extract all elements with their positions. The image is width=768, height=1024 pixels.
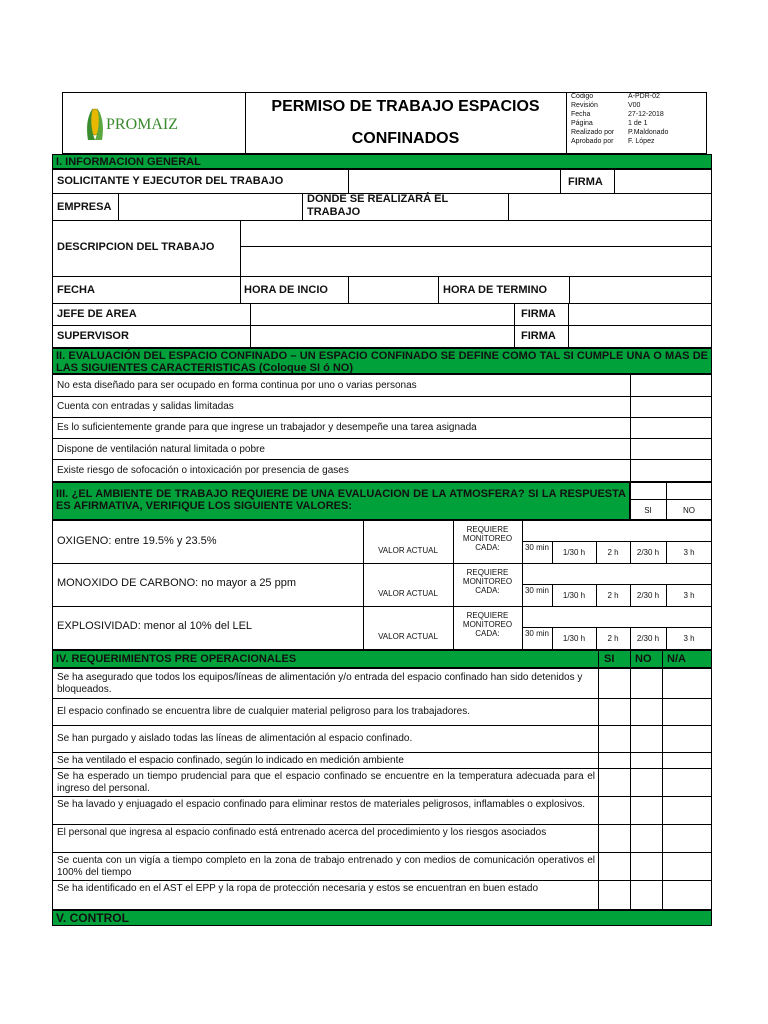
- solicitante-field[interactable]: [349, 170, 559, 192]
- hora-termino-field[interactable]: [570, 277, 711, 302]
- interval-30min: 30 min: [524, 586, 549, 595]
- hora-inicio-label: HORA DE INCIO: [244, 284, 328, 296]
- section4-si-header: SI: [604, 653, 615, 665]
- requiere-label: REQUIERE MONITOREO CADA:: [462, 525, 513, 552]
- interval-3h: 3 h: [683, 591, 695, 600]
- interval-1-30h: 1/30 h: [562, 634, 586, 643]
- valor-actual-label: VALOR ACTUAL: [378, 589, 438, 598]
- section2-answer-3[interactable]: [631, 418, 711, 438]
- requiere-label: REQUIERE MONITOREO CADA:: [462, 611, 513, 638]
- valor-actual-label: VALOR ACTUAL: [378, 632, 438, 641]
- section2-answer-4[interactable]: [631, 439, 711, 459]
- section4-item: El personal que ingresa al espacio confinado está entrenado acerca del procedimiento y los riesgos asociados: [57, 827, 547, 838]
- interval-2-30h: 2/30 h: [636, 634, 660, 643]
- meta-values: A-PDR-02 V00 27-12-2018 1 de 1 P.Maldonado F. López: [628, 93, 669, 145]
- corn-logo-icon: [84, 104, 106, 144]
- no-header: NO: [683, 506, 695, 515]
- interval-1-30h: 1/30 h: [562, 591, 586, 600]
- interval-30min: 30 min: [524, 543, 549, 552]
- firma-label-3: FIRMA: [521, 330, 556, 342]
- interval-1-30h: 1/30 h: [562, 548, 586, 557]
- gas-oxigeno: OXIGENO: entre 19.5% y 23.5%: [57, 535, 217, 547]
- interval-2h: 2 h: [607, 548, 619, 557]
- interval-3h: 3 h: [683, 634, 695, 643]
- section3-title: III. ¿EL AMBIENTE DE TRABAJO REQUIERE DE UNA EVALUACION DE LA ATMOSFERA? SI LA RESPUESTA ES AFIRMATIVA, VERIFIQUE LOS SIGUIENTE VALORES:: [52, 482, 630, 520]
- section2-item: Es lo suficientemente grande para que ingrese un trabajador y desempeñe una tarea asignada: [57, 422, 477, 433]
- section4-item: Se ha asegurado que todos los equipos/líneas de alimentación y/o entrada del espacio confinado han sido detenidos y bloqueados.: [57, 672, 583, 695]
- fecha-label: FECHA: [57, 284, 95, 296]
- title-line1: PERMISO DE TRABAJO ESPACIOS: [271, 98, 540, 115]
- section1-title: I. INFORMACION GENERAL: [52, 154, 712, 169]
- interval-2-30h: 2/30 h: [636, 548, 660, 557]
- firma-field-2[interactable]: [569, 304, 711, 324]
- meta-labels: Código Revisión Fecha Página Realizado por Aprobado por: [571, 93, 615, 145]
- section4-item: Se cuenta con un vigía a tiempo completo en la zona de trabajo entrenado y con medios de comunicación operativos el 100% del tiempo: [57, 855, 595, 878]
- section4-item: Se ha lavado y enjuagado el espacio confinado para eliminar restos de materiales peligrosos, inflamables o explosivos.: [57, 799, 586, 810]
- section2-item: Existe riesgo de sofocación o intoxicación por presencia de gases: [57, 465, 349, 476]
- section2-answer-5[interactable]: [631, 460, 711, 481]
- empresa-label: EMPRESA: [57, 201, 112, 213]
- section2-item: No esta diseñado para ser ocupado en forma continua por uno o varias personas: [57, 380, 417, 391]
- firma-label-1: FIRMA: [568, 176, 603, 188]
- firma-label-2: FIRMA: [521, 308, 556, 320]
- section4-title: IV. REQUERIMIENTOS PRE OPERACIONALES: [52, 650, 712, 668]
- section2-answer-1[interactable]: [631, 375, 711, 396]
- jefe-area-field[interactable]: [251, 304, 513, 324]
- section5-title: V. CONTROL: [52, 910, 712, 926]
- descripcion-label: DESCRIPCION DEL TRABAJO: [57, 241, 215, 253]
- solicitante-label: SOLICITANTE Y EJECUTOR DEL TRABAJO: [57, 175, 284, 187]
- supervisor-field[interactable]: [251, 326, 513, 347]
- interval-3h: 3 h: [683, 548, 695, 557]
- section4-item: Se ha identificado en el AST el EPP y la ropa de protección necesaria y estos se encuentran en buen estado: [57, 883, 539, 894]
- jefe-area-label: JEFE DE AREA: [57, 308, 137, 320]
- fecha-field[interactable]: [119, 277, 239, 302]
- interval-2-30h: 2/30 h: [636, 591, 660, 600]
- hora-termino-label: HORA DE TERMINO: [443, 284, 548, 296]
- valor-actual-label: VALOR ACTUAL: [378, 546, 438, 555]
- section2-item: Cuenta con entradas y salidas limitadas: [57, 401, 234, 412]
- descripcion-field[interactable]: [241, 221, 711, 275]
- valor-actual-oxigeno[interactable]: [364, 521, 452, 541]
- firma-field-1[interactable]: [615, 170, 711, 192]
- firma-field-3[interactable]: [569, 326, 711, 347]
- section4-item: Se han purgado y aislado todas las líneas de alimentación al espacio confinado.: [57, 733, 413, 744]
- section2-title: II. EVALUACIÓN DEL ESPACIO CONFINADO – UN ESPACIO CONFINADO SE DEFINE COMO TAL SI CUMPLE UNA O MAS DE LAS SIGUIENTES CARACTERISTICAS (Coloque SI ó NO): [52, 348, 712, 374]
- donde-field[interactable]: [509, 194, 711, 219]
- section4-item: Se ha ventilado el espacio confinado, según lo indicado en medición ambiente: [57, 755, 404, 766]
- section4-na-header: N/A: [667, 653, 686, 665]
- section4-item: El espacio confinado se encuentra libre de cualquier material peligroso para los trabajadores.: [57, 706, 471, 717]
- logo-text: PROMAIZ: [106, 116, 179, 133]
- interval-30min: 30 min: [524, 629, 549, 638]
- hora-inicio-field[interactable]: [349, 277, 437, 302]
- gas-monoxido: MONOXIDO DE CARBONO: no mayor a 25 ppm: [57, 577, 297, 589]
- requiere-label: REQUIERE MONITOREO CADA:: [462, 568, 513, 595]
- valor-actual-monoxido[interactable]: [364, 564, 452, 584]
- gas-explosividad: EXPLOSIVIDAD: menor al 10% del LEL: [57, 620, 253, 632]
- section4-item: Se ha esperado un tiempo prudencial para que el espacio confinado se encuentre en la temperatura adecuada para el ingreso del personal.: [57, 771, 595, 794]
- title-line2: CONFINADOS: [351, 130, 460, 147]
- interval-2h: 2 h: [607, 634, 619, 643]
- donde-label: DONDE SE REALIZARÁ EL TRABAJO: [307, 193, 448, 218]
- si-header: SI: [644, 506, 652, 515]
- section4-no-header: NO: [635, 653, 652, 665]
- section2-item: Dispone de ventilación natural limitada o pobre: [57, 444, 265, 455]
- supervisor-label: SUPERVISOR: [57, 330, 129, 342]
- section2-answer-2[interactable]: [631, 397, 711, 417]
- empresa-field[interactable]: [119, 194, 301, 219]
- valor-actual-explosividad[interactable]: [364, 607, 452, 627]
- interval-2h: 2 h: [607, 591, 619, 600]
